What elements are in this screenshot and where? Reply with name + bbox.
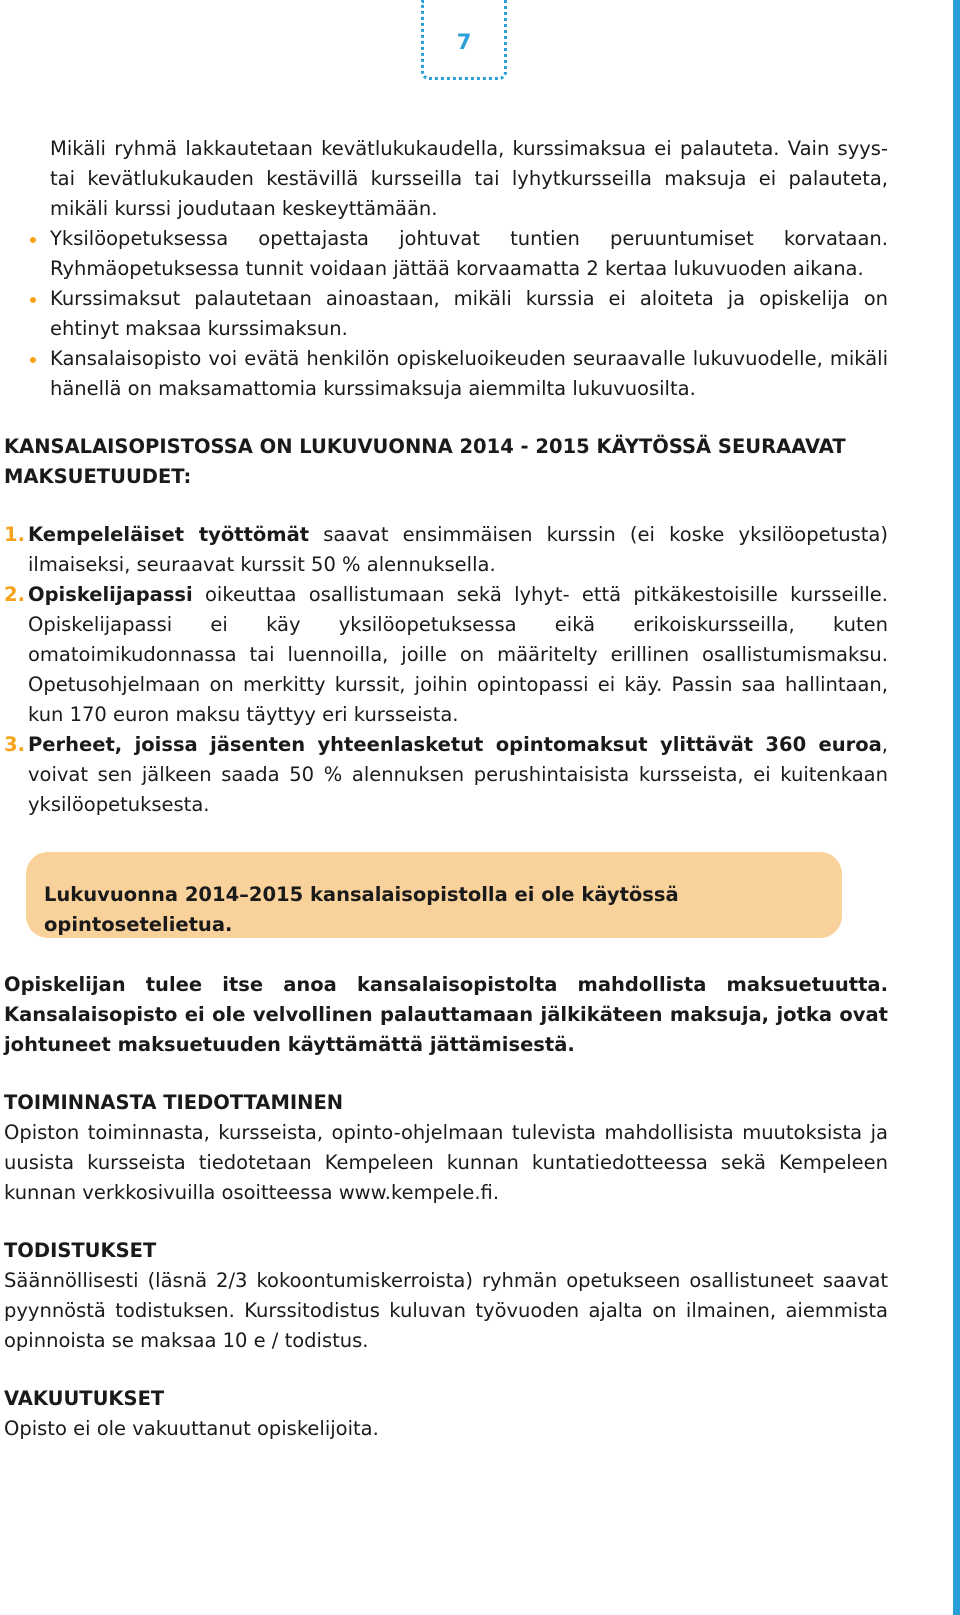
page-number: 7 bbox=[456, 30, 472, 54]
section-todistukset bbox=[4, 1236, 888, 1356]
intro-paragraph: Mikäli ryhmä lakkautetaan kevätlukukaudella, kurssimaksua ei palauteta. Vain syys- tai kevätlukukauden kestävillä kursseilla tai lyhytkursseilla maksuja ei palauteta, mikäli kurssi joudutaan keskeyttämään. bbox=[50, 137, 888, 220]
bullet-dot-icon bbox=[30, 357, 36, 363]
bullet-dot-icon bbox=[30, 297, 36, 303]
section-text: Opisto ei ole vakuuttanut opiskelijoita. bbox=[4, 1417, 379, 1440]
right-accent-bar bbox=[953, 0, 960, 1615]
bold-paragraph: Opiskelijan tulee itse anoa kansalaisopistolta mahdollista maksuetuutta. Kansalaisopisto ei ole velvollinen palauttamaan jälkikäteen maksuja, jotka ovat johtuneet maksuetuuden käyttämättä jättämisestä. bbox=[4, 973, 888, 1056]
section-vakuutukset bbox=[4, 1384, 888, 1444]
note-box: Lukuvuonna 2014–2015 kansalaisopistolla ei ole käytössä opintosetelietua. bbox=[26, 852, 842, 938]
discount-item: 2. Opiskelijapassi oikeuttaa osallistumaan sekä lyhyt- että pitkäkestoisille kursseille. Opiskelijapassi ei käy yksilöopetuksessa eikä erikoiskursseilla, kuten omatoimikudonnassa tai luennoilla, joille on määritelty erillinen osallistumismaksu. Opetusohjelmaan on merkitty kurssit, joihin opintopassi ei käy. Passin saa hallintaan, kun 170 euron maksu täyttyy eri kursseista. bbox=[4, 583, 888, 726]
section-text: Opiston toiminnasta, kursseista, opinto-ohjelmaan tulevista mahdollisista muutoksista ja uusista kursseista tiedotetaan Kempeleen kunnan kuntatiedotteessa sekä Kempeleen kunnan verkkosivuilla osoitteessa www.kempele.fi. bbox=[4, 1121, 888, 1204]
section-text: Säännöllisesti (läsnä 2/3 kokoontumiskerroista) ryhmän opetukseen osallistuneet saavat pyynnöstä todistuksen. Kurssitodistus kuluvan työvuoden ajalta on ilmainen, aiemmista opinnoista se maksaa 10 e / todistus. bbox=[4, 1269, 888, 1352]
section-toiminnasta bbox=[4, 1088, 888, 1208]
bullet-item: Kansalaisopisto voi evätä henkilön opiskeluoikeuden seuraavalle lukuvuodelle, mikäli hänellä on maksamattomia kurssimaksuja aiemmilta lukuvuosilta. bbox=[4, 344, 888, 404]
section-heading: VAKUUTUKSET bbox=[4, 1387, 165, 1410]
bullet-dot-icon bbox=[30, 237, 36, 243]
refund-bullet-list bbox=[4, 224, 888, 404]
section-heading: TOIMINNASTA TIEDOTTAMINEN bbox=[4, 1091, 344, 1114]
discount-item: 1. Kempeleläiset työttömät saavat ensimmäisen kurssin (ei koske yksilöopetusta) ilmaiseksi, seuraavat kurssit 50 % alennuksella. bbox=[4, 523, 888, 576]
page-content bbox=[4, 134, 888, 1444]
discounts-heading: KANSALAISOPISTOSSA ON LUKUVUONNA 2014 - 2015 KÄYTÖSSÄ SEURAAVAT MAKSUETUUDET: bbox=[4, 435, 846, 488]
bullet-item: Yksilöopetuksessa opettajasta johtuvat tuntien peruuntumiset korvataan. Ryhmäopetuksessa tunnit voidaan jättää korvaamatta 2 kertaa lukuvuoden aikana. bbox=[4, 224, 888, 284]
bullet-item: Kurssimaksut palautetaan ainoastaan, mikäli kurssia ei aloiteta ja opiskelija on ehtinyt maksaa kurssimaksun. bbox=[4, 284, 888, 344]
section-heading: TODISTUKSET bbox=[4, 1239, 157, 1262]
discount-item: 3. Perheet, joissa jäsenten yhteenlasketut opintomaksut ylittävät 360 euroa, voivat sen jälkeen saada 50 % alennuksen perushintaisista kursseista, ei kuitenkaan yksilöopetuksesta. bbox=[4, 733, 888, 816]
discounts-list bbox=[4, 520, 888, 820]
